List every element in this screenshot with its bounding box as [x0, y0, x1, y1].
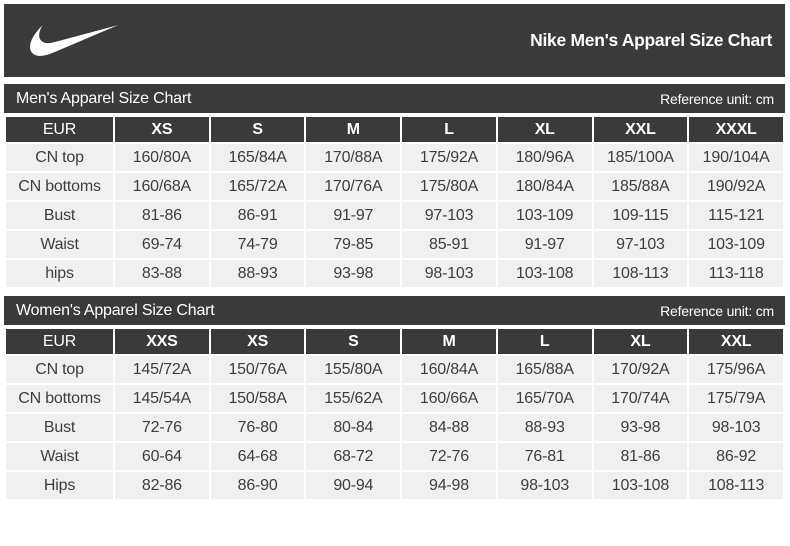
womens-reference-unit-label: Reference unit: cm [660, 302, 774, 319]
measurement-label: Hips [5, 471, 114, 500]
size-column-header: S [305, 328, 401, 355]
size-value: 165/84A [210, 143, 306, 172]
table-row [5, 143, 784, 172]
size-value: 91-97 [305, 201, 401, 230]
size-value: 160/68A [114, 172, 210, 201]
size-value: 69-74 [114, 230, 210, 259]
size-value: 109-115 [593, 201, 689, 230]
size-value: 180/96A [497, 143, 593, 172]
womens-size-chart-section [4, 296, 785, 501]
measurement-label: CN bottoms [5, 172, 114, 201]
size-value: 165/88A [497, 355, 593, 384]
measurement-label: Bust [5, 413, 114, 442]
size-value: 150/58A [210, 384, 306, 413]
size-value: 190/104A [688, 143, 784, 172]
size-value: 98-103 [497, 471, 593, 500]
size-column-header: XL [497, 116, 593, 143]
size-value: 91-97 [497, 230, 593, 259]
app-header [4, 4, 785, 77]
mens-size-chart-section [4, 84, 785, 289]
womens-section-title: Women's Apparel Size Chart [16, 301, 215, 319]
mens-section-header-bar [4, 84, 785, 113]
nike-logo-icon [30, 22, 118, 59]
size-value: 88-93 [497, 413, 593, 442]
unit-column-header: EUR [5, 328, 114, 355]
size-column-header: M [305, 116, 401, 143]
table-row [5, 384, 784, 413]
size-column-header: XXXL [688, 116, 784, 143]
measurement-label: Waist [5, 442, 114, 471]
mens-reference-unit-label: Reference unit: cm [660, 90, 774, 107]
size-value: 170/88A [305, 143, 401, 172]
size-column-header: S [210, 116, 306, 143]
size-value: 103-108 [497, 259, 593, 288]
size-value: 165/70A [497, 384, 593, 413]
size-value: 190/92A [688, 172, 784, 201]
size-column-header: XXS [114, 328, 210, 355]
size-value: 145/72A [114, 355, 210, 384]
size-column-header: XS [114, 116, 210, 143]
size-value: 76-81 [497, 442, 593, 471]
mens-section-title: Men's Apparel Size Chart [16, 89, 192, 107]
table-row [5, 172, 784, 201]
size-value: 185/88A [593, 172, 689, 201]
size-value: 98-103 [688, 413, 784, 442]
size-column-header: M [401, 328, 497, 355]
size-value: 108-113 [593, 259, 689, 288]
measurement-label: CN top [5, 143, 114, 172]
size-value: 81-86 [593, 442, 689, 471]
mens-size-table [4, 115, 785, 289]
size-value: 84-88 [401, 413, 497, 442]
size-value: 170/92A [593, 355, 689, 384]
size-value: 72-76 [401, 442, 497, 471]
size-value: 113-118 [688, 259, 784, 288]
size-value: 86-91 [210, 201, 306, 230]
size-value: 86-90 [210, 471, 306, 500]
table-row [5, 471, 784, 500]
size-value: 60-64 [114, 442, 210, 471]
size-value: 185/100A [593, 143, 689, 172]
size-value: 80-84 [305, 413, 401, 442]
size-value: 103-109 [497, 201, 593, 230]
table-row [5, 259, 784, 288]
page-title: Nike Men's Apparel Size Chart [530, 30, 772, 50]
size-value: 115-121 [688, 201, 784, 230]
size-value: 72-76 [114, 413, 210, 442]
size-column-header: XXL [688, 328, 784, 355]
size-value: 108-113 [688, 471, 784, 500]
size-value: 74-79 [210, 230, 306, 259]
size-value: 76-80 [210, 413, 306, 442]
size-column-header: XS [210, 328, 306, 355]
size-value: 160/66A [401, 384, 497, 413]
size-header-row [5, 328, 784, 355]
size-value: 68-72 [305, 442, 401, 471]
size-value: 88-93 [210, 259, 306, 288]
size-column-header: XL [593, 328, 689, 355]
measurement-label: CN bottoms [5, 384, 114, 413]
measurement-label: hips [5, 259, 114, 288]
size-column-header: L [497, 328, 593, 355]
size-value: 160/80A [114, 143, 210, 172]
size-value: 175/79A [688, 384, 784, 413]
size-value: 98-103 [401, 259, 497, 288]
measurement-label: CN top [5, 355, 114, 384]
size-value: 103-109 [688, 230, 784, 259]
table-row [5, 201, 784, 230]
size-value: 90-94 [305, 471, 401, 500]
size-value: 155/80A [305, 355, 401, 384]
size-value: 145/54A [114, 384, 210, 413]
size-value: 175/80A [401, 172, 497, 201]
size-value: 64-68 [210, 442, 306, 471]
table-row [5, 355, 784, 384]
measurement-label: Bust [5, 201, 114, 230]
size-value: 85-91 [401, 230, 497, 259]
table-row [5, 413, 784, 442]
size-value: 150/76A [210, 355, 306, 384]
size-value: 165/72A [210, 172, 306, 201]
measurement-label: Waist [5, 230, 114, 259]
size-value: 155/62A [305, 384, 401, 413]
size-value: 97-103 [593, 230, 689, 259]
size-header-row [5, 116, 784, 143]
womens-size-table [4, 327, 785, 501]
size-value: 82-86 [114, 471, 210, 500]
size-value: 175/92A [401, 143, 497, 172]
size-value: 175/96A [688, 355, 784, 384]
size-value: 94-98 [401, 471, 497, 500]
size-value: 103-108 [593, 471, 689, 500]
size-value: 180/84A [497, 172, 593, 201]
size-value: 86-92 [688, 442, 784, 471]
size-column-header: L [401, 116, 497, 143]
size-value: 83-88 [114, 259, 210, 288]
table-row [5, 230, 784, 259]
size-value: 160/84A [401, 355, 497, 384]
womens-section-header-bar [4, 296, 785, 325]
size-value: 97-103 [401, 201, 497, 230]
size-value: 93-98 [305, 259, 401, 288]
size-column-header: XXL [593, 116, 689, 143]
size-value: 81-86 [114, 201, 210, 230]
unit-column-header: EUR [5, 116, 114, 143]
table-row [5, 442, 784, 471]
size-value: 79-85 [305, 230, 401, 259]
size-value: 170/76A [305, 172, 401, 201]
size-value: 93-98 [593, 413, 689, 442]
size-value: 170/74A [593, 384, 689, 413]
